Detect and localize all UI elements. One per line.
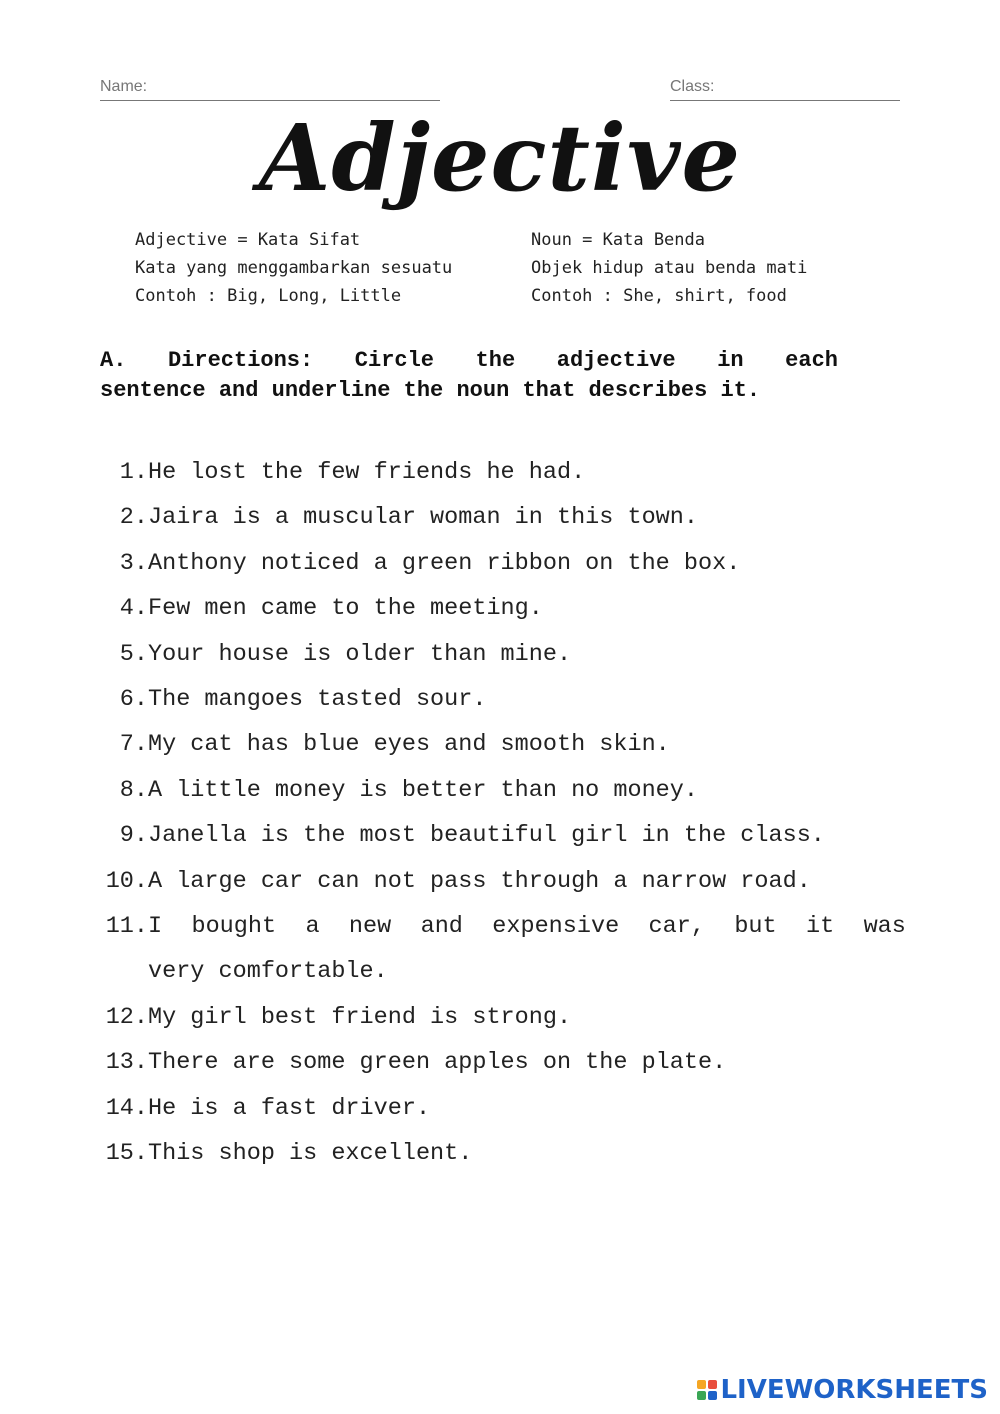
item-sentence[interactable]: The mangoes tasted sour. — [148, 686, 487, 714]
directions-word: adjective — [556, 348, 676, 373]
logo-square — [697, 1391, 706, 1400]
list-item — [96, 1086, 906, 1131]
item-sentence[interactable]: Anthony noticed a green ribbon on the box. — [148, 549, 741, 577]
item-word: expensive — [492, 913, 620, 941]
item-word: new — [348, 913, 392, 941]
item-sentence[interactable]: My cat has blue eyes and smooth skin. — [148, 731, 670, 759]
item-word: was — [863, 913, 906, 941]
item-number: 10. — [105, 867, 148, 895]
list-item — [96, 450, 906, 495]
item-word: and — [420, 913, 463, 941]
directions-word: Directions: — [167, 348, 314, 373]
definition-line: Contoh : Big, Long, Little — [135, 286, 402, 306]
liveworksheets-logo[interactable] — [697, 1376, 988, 1404]
item-sentence-line-1 — [148, 904, 906, 949]
list-item — [96, 995, 906, 1040]
item-sentence[interactable]: A little money is better than no money. — [148, 776, 698, 804]
name-label: Name: — [100, 78, 148, 95]
item-sentence[interactable]: He is a fast driver. — [148, 1094, 431, 1122]
item-sentence[interactable] — [148, 904, 906, 995]
item-number: 12. — [105, 1003, 148, 1031]
page-title: Adjective — [259, 104, 741, 212]
brand-name: LIVEWORKSHEETS — [720, 1375, 988, 1405]
item-sentence[interactable]: This shop is excellent. — [148, 1140, 473, 1168]
directions-line-1 — [100, 346, 838, 376]
definition-line: Kata yang menggambarkan sesuatu — [135, 258, 453, 278]
list-item — [96, 813, 906, 858]
list-item — [96, 1040, 906, 1085]
item-sentence[interactable]: Your house is older than mine. — [148, 640, 572, 668]
item-sentence[interactable]: Janella is the most beautiful girl in the class. — [148, 822, 825, 850]
item-word: bought — [191, 913, 277, 941]
item-word: a — [305, 913, 320, 941]
item-sentence[interactable]: My girl best friend is strong. — [148, 1003, 572, 1031]
item-number: 15. — [105, 1140, 148, 1168]
list-item — [96, 768, 906, 813]
directions-word: in — [717, 348, 744, 373]
item-number: 3. — [119, 549, 148, 577]
item-number: 5. — [119, 640, 148, 668]
definition-line: Adjective = Kata Sifat — [135, 230, 361, 250]
item-number: 8. — [119, 776, 148, 804]
definition-line: Noun = Kata Benda — [531, 230, 705, 250]
directions-line-2: sentence and underline the noun that describes it. — [100, 378, 761, 403]
item-number: 7. — [119, 731, 148, 759]
directions-word: A. — [100, 348, 127, 373]
adjective-definition — [135, 229, 452, 313]
item-sentence[interactable]: He lost the few friends he had. — [148, 459, 586, 486]
logo-square — [708, 1391, 717, 1400]
class-field[interactable] — [670, 78, 900, 101]
list-item — [96, 722, 906, 767]
logo-square — [708, 1380, 717, 1389]
item-word: car, — [648, 913, 705, 941]
item-sentence-line-2: very comfortable. — [148, 958, 388, 986]
item-sentence[interactable]: Few men came to the meeting. — [148, 595, 543, 623]
exercise-list — [96, 450, 906, 1177]
list-item — [96, 495, 906, 540]
directions — [100, 346, 838, 406]
class-label: Class: — [670, 78, 715, 95]
noun-definition — [531, 229, 807, 313]
logo-square — [697, 1380, 706, 1389]
item-sentence[interactable]: Jaira is a muscular woman in this town. — [148, 504, 698, 532]
directions-word: the — [475, 348, 516, 373]
item-number: 6. — [119, 686, 148, 714]
list-item — [96, 586, 906, 631]
item-word: but — [734, 913, 777, 941]
liveworksheets-logo-icon — [697, 1380, 717, 1400]
list-item — [96, 859, 906, 904]
list-item — [96, 904, 906, 995]
item-number: 1. — [119, 459, 148, 486]
item-number: 4. — [119, 595, 148, 623]
item-sentence[interactable]: A large car can not pass through a narrow road. — [148, 867, 811, 895]
definition-line: Contoh : She, shirt, food — [531, 286, 787, 306]
directions-word: Circle — [354, 348, 435, 373]
item-sentence[interactable]: There are some green apples on the plate. — [148, 1049, 727, 1077]
list-item — [96, 1131, 906, 1176]
directions-word: each — [785, 348, 838, 373]
item-word: it — [806, 913, 835, 941]
list-item — [96, 677, 906, 722]
list-item — [96, 632, 906, 677]
item-number: 11. — [105, 913, 148, 941]
item-number: 14. — [105, 1094, 148, 1122]
item-word: I — [148, 913, 163, 941]
item-number: 9. — [119, 822, 148, 850]
item-number: 2. — [119, 504, 148, 532]
item-number: 13. — [105, 1049, 148, 1077]
definition-line: Objek hidup atau benda mati — [531, 258, 808, 278]
list-item — [96, 541, 906, 586]
name-field[interactable] — [100, 78, 440, 101]
